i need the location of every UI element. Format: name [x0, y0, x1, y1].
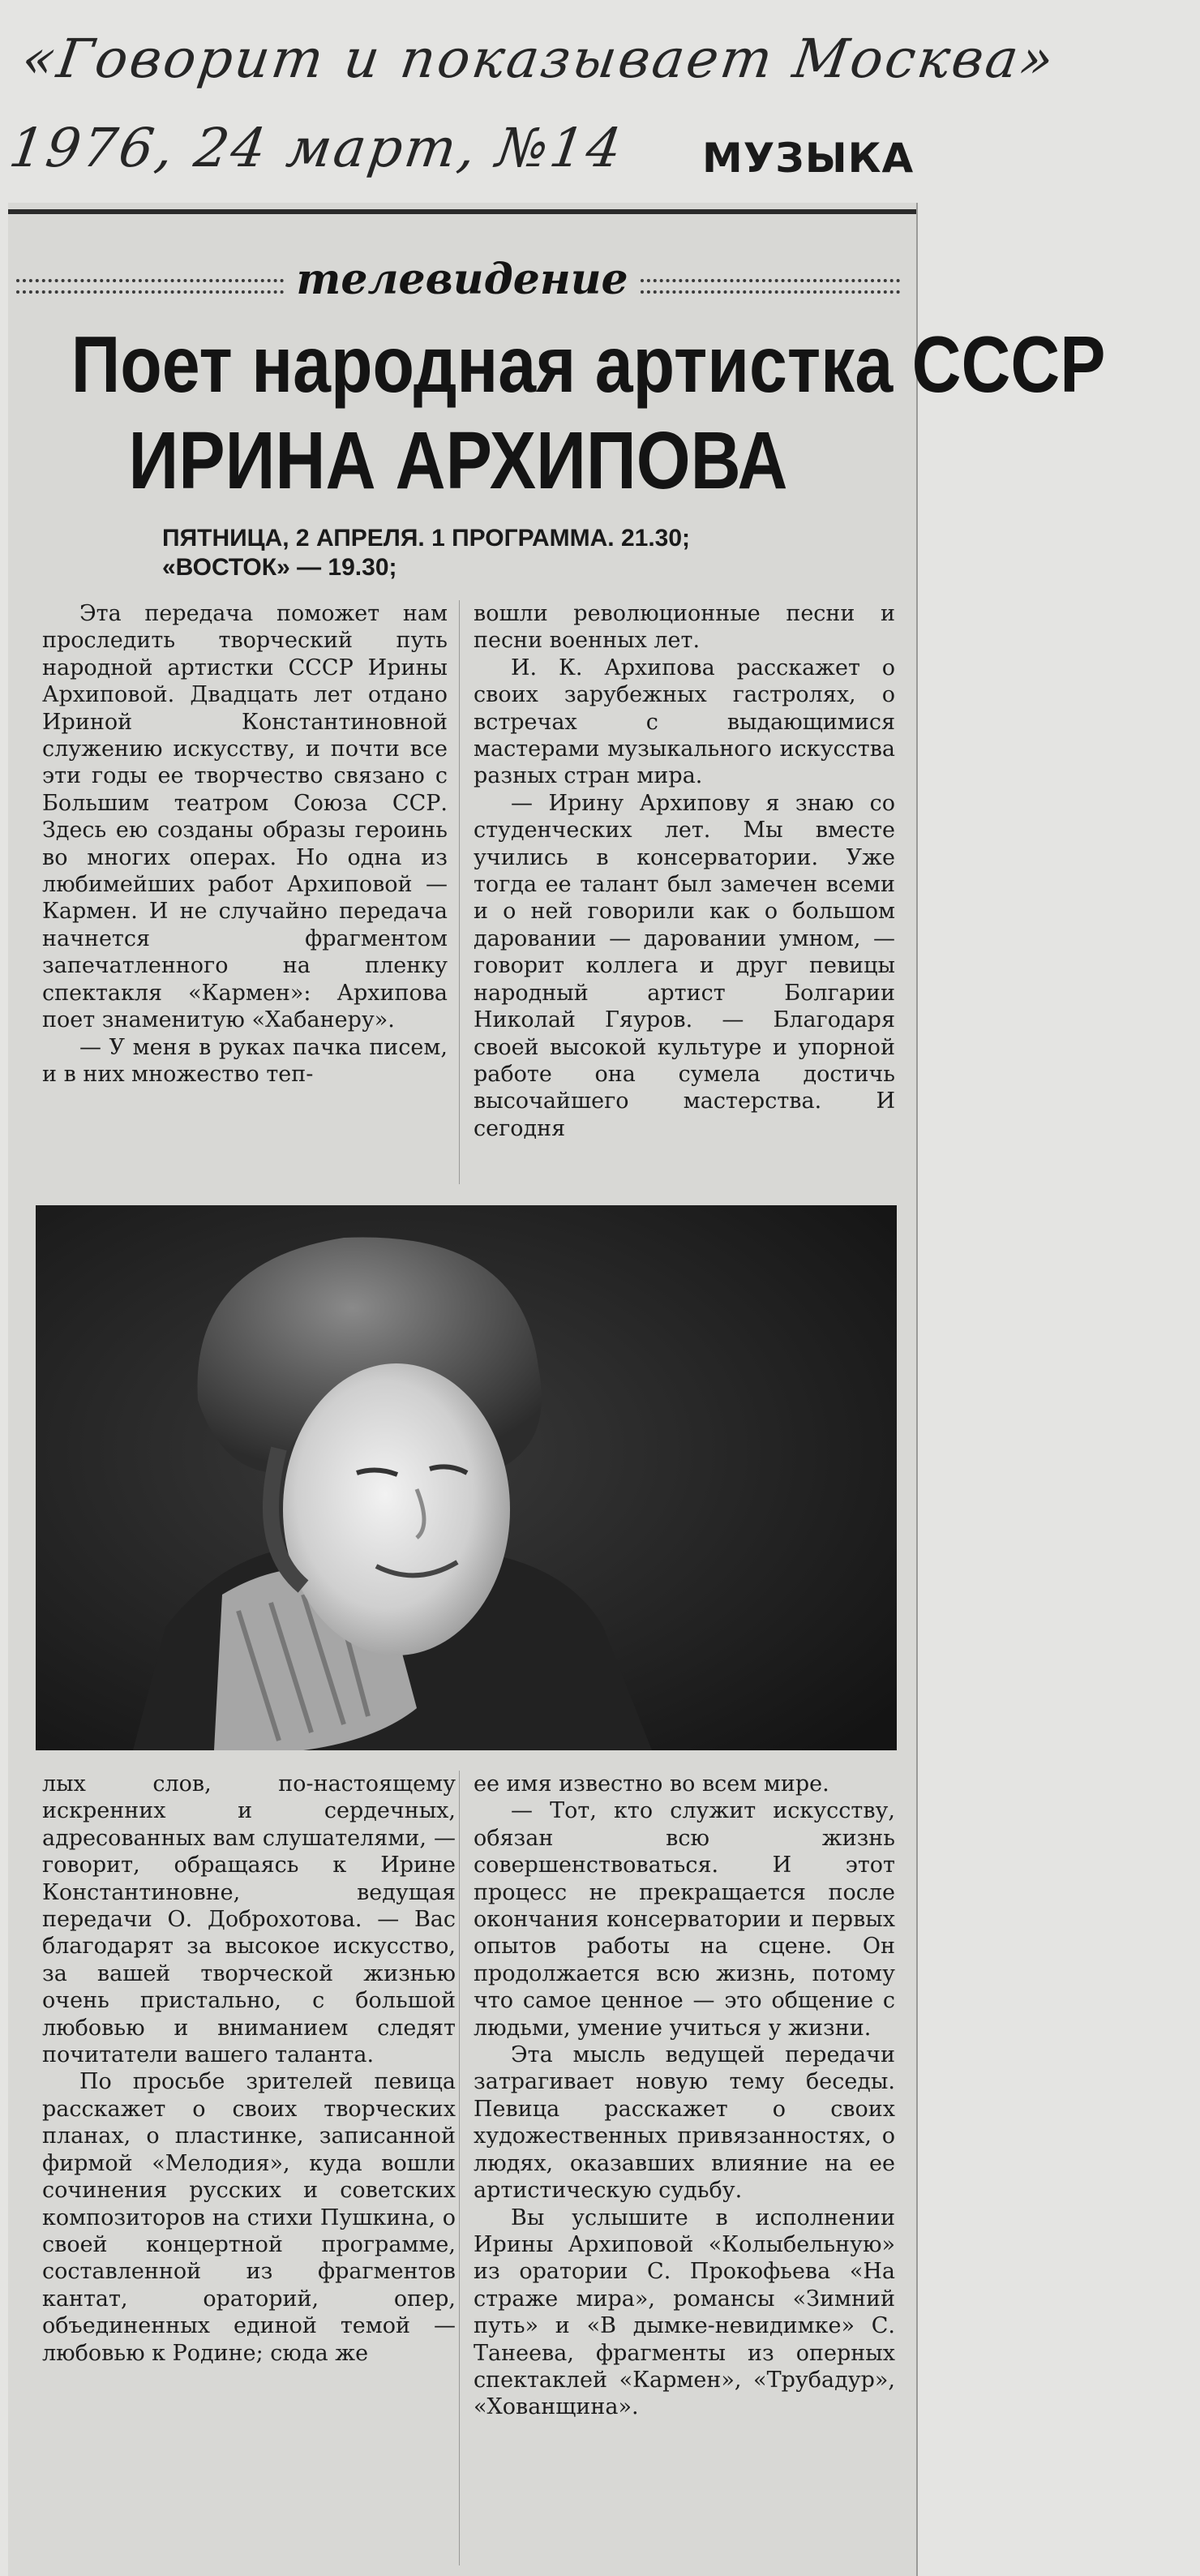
paragraph: Вы услышите в исполнении Ирины Архиповой «Колыбельную» из оратории С. Прокофьева «На страже мира», романсы «Зимний путь» и «В дымке-невидимке» С. Танеева, фрагменты из оперных спектаклей «Кармен», «Трубадур», «Хованщина». [474, 2205, 895, 2420]
rubric-ornament-left [16, 279, 284, 294]
section-label: МУЗЫКА [702, 135, 915, 182]
column-2 [474, 600, 895, 1142]
paragraph: — Тот, кто служит искусству, обязан всю жизнь совершенствоваться. И этот процесс не прекращается после окончания консерватории и первых опытов работы на сцене. Он продолжается всю жизнь, потому что самое ценное — это общение с людьми, умение учиться у жизни. [474, 1798, 895, 2041]
column-divider [459, 600, 460, 1184]
column-4 [474, 1771, 895, 2421]
handwritten-note-line1: «Говорит и показывает Москва» [18, 28, 1060, 90]
column-1 [42, 600, 448, 1088]
paragraph: — У меня в руках пачка писем, и в них множество теп- [42, 1034, 448, 1087]
headline-line2: ИРИНА АРХИПОВА [128, 415, 788, 506]
schedule-line2: «ВОСТОК» — 19.30; [162, 554, 397, 581]
paragraph: И. К. Архипова расскажет о своих зарубежных гастролях, о встречах с выдающимися мастерами музыкального искусства разных стран мира. [474, 655, 895, 789]
paragraph: Эта мысль ведущей передачи затрагивает новую тему беседы. Певица расскажет о своих художественных привязанностях, о людях, оказавших влияние на ее артистическую судьбу. [474, 2042, 895, 2204]
portrait-photo [36, 1205, 897, 1750]
paragraph: вошли революционные песни и песни военных лет. [474, 601, 895, 654]
paragraph: — Ирину Архипову я знаю со студенческих лет. Мы вместе учились в консерватории. Уже тогда ее талант был замечен всеми и о ней говорили как о большом даровании — даровании умном, — говорит коллега и друг певицы народный артист Болгарии Николай Гяуров. — Благодаря своей высокой культуре и упорной работе она сумела достичь высочайшего мастерства. И сегодня [474, 790, 895, 1141]
top-rule [8, 209, 916, 214]
handwritten-source-note [4, 15, 1197, 193]
rubric-ornament-right [641, 279, 900, 294]
handwritten-note-line2: 1976, 24 март, №14 [5, 117, 628, 179]
broadcast-schedule [162, 524, 876, 582]
article-headline [71, 316, 1106, 509]
paragraph: лых слов, по-настоящему искренних и сердечных, адресованных вам слушателями, — говорит, обращаясь к Ирине Константиновне, ведущая передачи О. Доброхотова. — Вас благодарят за высокое искусство, за вашей творческой жизнью очень пристально, с большой любовью и вниманием следят почитатели вашего таланта. [42, 1771, 456, 2068]
headline-line1: Поет народная артистка СССР [71, 320, 1106, 409]
rubric: телевидение [296, 255, 628, 304]
paragraph: Эта передача поможет нам проследить творческий путь народной артистки СССР Ирины Архиповой. Двадцать лет отдано Ириной Константиновной служению искусству, и почти все эти годы ее творчество связано с Большим театром Союза ССР. Здесь ею созданы образы героинь во многих операх. Но одна из любимейших работ Архиповой — Кармен. И не случайно передача начнется фрагментом запечатленного на пленку спектакля «Кармен»: Архипова поет знаменитую «Хабанеру». [42, 601, 448, 1033]
schedule-line1: ПЯТНИЦА, 2 АПРЕЛЯ. 1 ПРОГРАММА. 21.30; [162, 525, 691, 552]
paragraph: ее имя известно во всем мире. [474, 1771, 829, 1797]
paragraph: По просьбе зрителей певица расскажет о своих творческих планах, о пластинке, записанной фирмой «Мелодия», куда вошли сочинения русских и советских композиторов на стихи Пушкина, о своей концертной программе, составленной из фрагментов кантат, ораторий, опер, объединенных единой темой — любовью к Родине; сюда же [42, 2069, 456, 2366]
rubric-row [8, 255, 908, 304]
column-3 [42, 1771, 456, 2367]
column-divider [459, 1771, 460, 2565]
newspaper-clipping [8, 203, 1106, 2576]
